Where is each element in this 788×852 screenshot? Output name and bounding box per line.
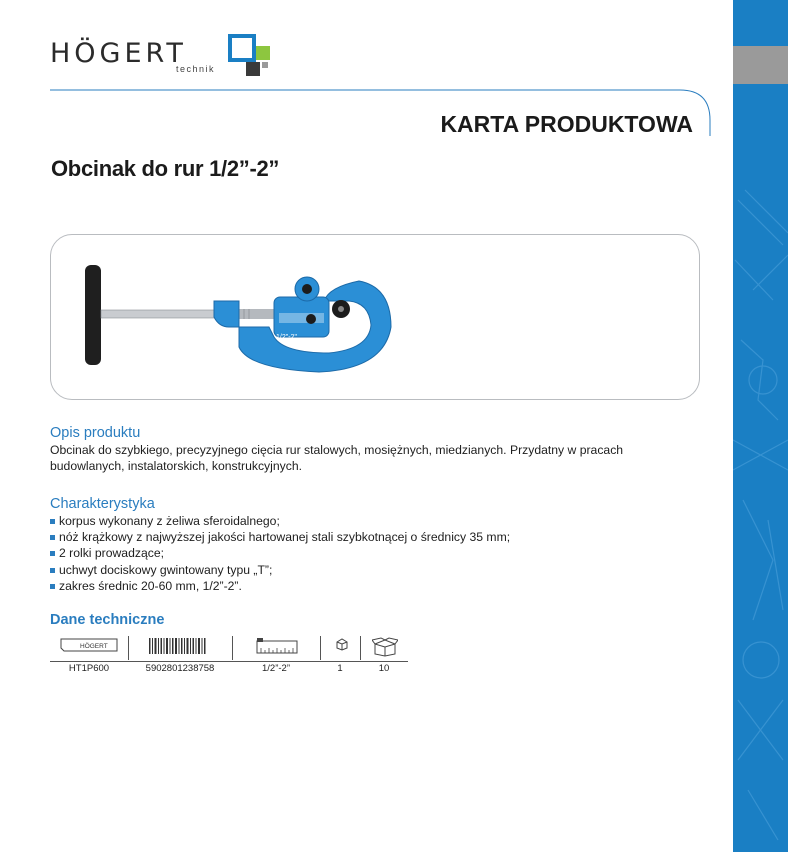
feature-item: uchwyt dociskowy gwintowany typu „T”; [50, 562, 510, 578]
feature-item: zakres średnic 20-60 mm, 1/2”-2”. [50, 578, 510, 594]
features-list [50, 513, 510, 594]
product-code: HT1P600 [68, 663, 110, 674]
description-text: Obcinak do szybkiego, precyzyjnego cięcia rur stalowych, mosiężnych, miedzianych. Przydatny w pracach budowlanych, instalatorskich, konstrukcyjnych. [50, 443, 624, 473]
ean-code: 5902801238758 [145, 663, 215, 674]
size-value: 1/2”-2” [262, 663, 290, 674]
side-stripe [733, 0, 788, 852]
tool-outline-pattern-icon [733, 0, 788, 852]
feature-item: nóż krążkowy z najwyższej jakości hartowanej stali szybkotnącej o średnicy 35 mm; [50, 529, 510, 545]
feature-item: 2 rolki prowadzące; [50, 545, 510, 561]
technical-table [50, 634, 408, 678]
brand-tag-icon [60, 637, 118, 653]
technical-heading: Dane techniczne [50, 612, 165, 628]
svg-text:1/2"-2": 1/2"-2" [276, 334, 297, 341]
barcode-icon [148, 637, 208, 655]
feature-item: korpus wykonany z żeliwa sferoidalnego; [50, 513, 510, 529]
carton-quantity: 10 [378, 663, 390, 674]
column-divider [320, 636, 321, 660]
unit-quantity: 1 [337, 663, 343, 674]
brand-subtitle: technik [176, 64, 216, 74]
product-title: Obcinak do rur 1/2”-2” [51, 156, 280, 181]
carton-box-icon [372, 637, 398, 657]
column-divider [360, 636, 361, 660]
ruler-icon [256, 637, 298, 655]
tag-logo-text: HÖGERT [80, 643, 108, 650]
pipe-cutter-icon [79, 257, 409, 377]
description-heading: Opis produktu [50, 425, 141, 441]
brand-name: HÖGERT [50, 38, 187, 69]
table-divider [50, 661, 408, 662]
features-heading: Charakterystyka [50, 496, 155, 512]
single-package-icon [335, 637, 349, 651]
brand-logo [50, 34, 290, 84]
product-image-frame [50, 234, 700, 400]
brand-squares-icon [228, 34, 278, 78]
column-divider [232, 636, 233, 660]
card-title: KARTA PRODUKTOWA [440, 111, 693, 137]
column-divider [128, 636, 129, 660]
